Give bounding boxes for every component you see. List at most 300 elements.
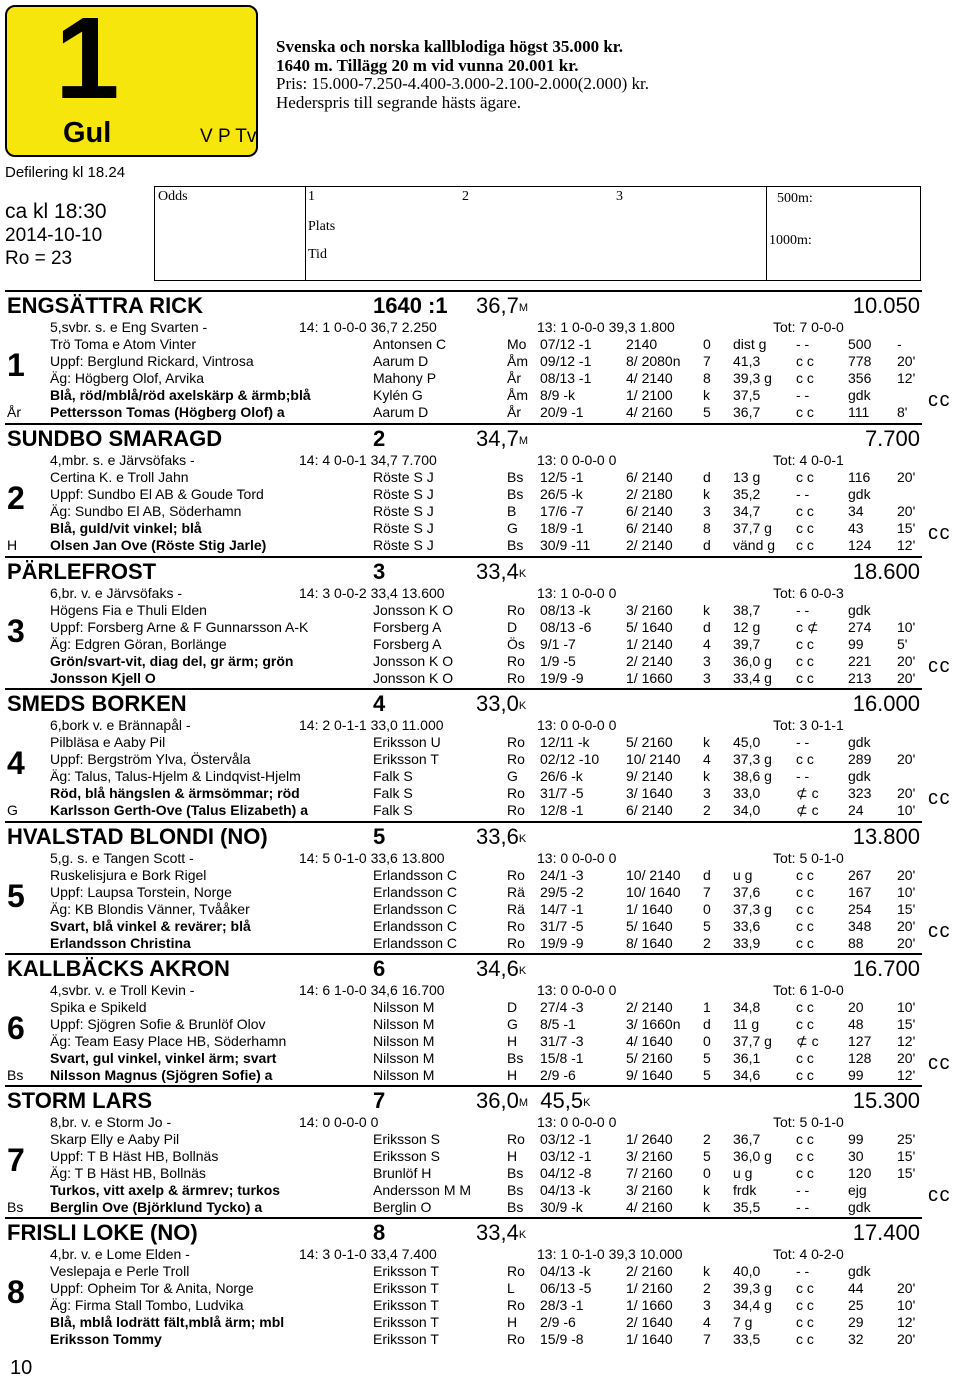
start-cell: Nilsson M	[373, 999, 435, 1015]
info-cell: 14: 0 0-0-0 0	[299, 1114, 379, 1130]
horse-distance: 1640 :1	[373, 293, 448, 318]
start-cell: - -	[796, 734, 810, 750]
start-row	[0, 999, 960, 1016]
horse-shoe: Bs	[7, 1199, 24, 1215]
start-cell: 20'	[897, 670, 916, 686]
start-cell: 7	[703, 884, 711, 900]
start-cell: 20'	[897, 1331, 916, 1347]
horse-info-row	[0, 585, 960, 602]
start-cell: Eriksson T	[373, 1263, 439, 1279]
start-cell: 8/5 -1	[540, 1016, 576, 1032]
start-cell: ejg	[848, 1182, 867, 1198]
start-row	[0, 802, 960, 819]
horse-detail: Pilbläsa e Aaby Pil	[50, 734, 166, 750]
start-row	[0, 768, 960, 785]
start-row	[0, 1314, 960, 1331]
start-cell: 39,3 g	[733, 370, 772, 386]
horse-start-number: 8	[7, 1274, 25, 1310]
start-cell: 213	[848, 670, 872, 686]
start-cell: 99	[848, 636, 864, 652]
start-cell: 7	[703, 1331, 711, 1347]
start-cell: 44	[848, 1280, 864, 1296]
start-cell: 19/9 -9	[540, 670, 584, 686]
start-cell: 8'	[897, 404, 908, 420]
start-cell: 9/ 2140	[626, 768, 673, 784]
record-type: M	[518, 1097, 528, 1109]
horse-record	[476, 956, 526, 982]
start-cell: 120	[848, 1165, 872, 1181]
start-cell: 04/12 -8	[540, 1165, 592, 1181]
start-cell: c c	[796, 1148, 814, 1164]
start-cell: 10'	[897, 999, 916, 1015]
horse-entry	[0, 1220, 960, 1352]
start-cell: 2/ 2140	[626, 999, 673, 1015]
start-cell: d	[703, 537, 711, 553]
horse-detail: Uppf: Opheim Tor & Anita, Norge	[50, 1280, 254, 1296]
start-cell: ⊄ c	[796, 785, 819, 801]
start-cell: 15'	[897, 1165, 916, 1181]
start-row	[0, 636, 960, 653]
start-cell: 12'	[897, 1033, 916, 1049]
info-cell: Tot: 7 0-0-0	[773, 319, 844, 335]
start-cell: 11 g	[733, 1016, 760, 1032]
start-cell: 24	[848, 802, 864, 818]
start-cell: 33,5	[733, 1331, 761, 1347]
horse-detail: Pettersson Tomas (Högberg Olof) a	[50, 404, 285, 420]
horse-entry	[0, 1088, 960, 1220]
horse-detail: Äg: KB Blondis Vänner, Tvååker	[50, 901, 250, 917]
start-cell: k	[703, 768, 710, 784]
start-cell: Bs	[507, 486, 524, 502]
start-row	[0, 353, 960, 370]
start-cell: 10/ 2140	[626, 867, 681, 883]
start-cell: gdk	[848, 734, 871, 750]
start-cell: c c	[796, 670, 814, 686]
start-cell: - -	[796, 1199, 810, 1215]
start-cell: c c	[796, 404, 814, 420]
start-cell: 20	[848, 999, 864, 1015]
start-row	[0, 1131, 960, 1148]
start-cell: - -	[796, 1182, 810, 1198]
start-cell: 35,2	[733, 486, 761, 502]
start-cell: 26/5 -k	[540, 486, 583, 502]
shoe-indicator: c c	[928, 1052, 948, 1074]
start-cell: 03/12 -1	[540, 1131, 592, 1147]
start-cell: k	[703, 602, 710, 618]
start-cell: c c	[796, 935, 814, 951]
start-cell: H	[507, 1148, 518, 1164]
start-cell: d	[703, 469, 711, 485]
start-cell: 29/5 -2	[540, 884, 584, 900]
start-cell: 40,0	[733, 1263, 761, 1279]
start-cell: 2/9 -6	[540, 1067, 576, 1083]
horse-detail: Uppf: Laupsa Torstein, Norge	[50, 884, 232, 900]
start-cell: Ro	[507, 1263, 525, 1279]
horse-name: KALLBÄCKS AKRON	[7, 956, 230, 981]
start-cell: 1/ 1640	[626, 1331, 673, 1347]
start-cell: Berglin O	[373, 1199, 432, 1215]
start-cell: 9/ 1640	[626, 1067, 673, 1083]
info-cell: 13: 0 0-0-0 0	[537, 452, 617, 468]
start-cell: 2/ 2140	[626, 537, 673, 553]
race-conditions	[276, 38, 649, 112]
start-cell: 36,7	[733, 404, 761, 420]
start-row	[0, 602, 960, 619]
horse-separator	[5, 556, 922, 558]
start-cell: 39,7	[733, 636, 761, 652]
start-cell: 20'	[897, 751, 916, 767]
start-cell: d	[703, 619, 711, 635]
odds-box	[154, 186, 921, 281]
start-cell: vänd g	[733, 537, 776, 553]
start-cell: -	[897, 336, 902, 352]
start-cell: 2	[703, 802, 711, 818]
start-cell: 10/ 2140	[626, 751, 681, 767]
start-row	[0, 901, 960, 918]
horse-start-number: 6	[7, 1010, 25, 1046]
start-cell: 20'	[897, 353, 916, 369]
start-cell: Eriksson T	[373, 1331, 439, 1347]
start-cell: ⊄ c	[796, 1033, 819, 1049]
start-cell: Eriksson T	[373, 1297, 439, 1313]
start-cell: 30/9 -11	[540, 537, 591, 553]
start-cell: G	[507, 768, 518, 784]
start-row	[0, 935, 960, 952]
start-cell: Röste S J	[373, 469, 434, 485]
info-cell: Tot: 6 1-0-0	[773, 982, 844, 998]
horse-name: FRISLI LOKE (NO)	[7, 1220, 198, 1245]
start-cell: 26/6 -k	[540, 768, 583, 784]
info-cell: Tot: 4 0-2-0	[773, 1246, 844, 1262]
start-cell: 20'	[897, 785, 916, 801]
start-cell: - -	[796, 387, 810, 403]
record-type: M	[518, 302, 528, 314]
horse-detail: Svart, gul vinkel, vinkel ärm; svart	[50, 1050, 277, 1066]
horse-entry	[0, 824, 960, 956]
info-cell: 6,bork v. e Brännapål -	[50, 717, 191, 733]
start-cell: 0	[703, 901, 711, 917]
shoe-indicator: c c	[928, 655, 948, 677]
start-cell: Bs	[507, 537, 524, 553]
start-cell: 08/13 -k	[540, 602, 591, 618]
horse-info-row	[0, 850, 960, 867]
start-cell: 1/ 2100	[626, 387, 673, 403]
start-row	[0, 1331, 960, 1348]
horse-start-number: 4	[7, 745, 25, 781]
start-row	[0, 1148, 960, 1165]
start-cell: 5/ 1640	[626, 918, 673, 934]
start-cell: 14/7 -1	[540, 901, 584, 917]
start-row	[0, 734, 960, 751]
col3-label: 3	[616, 189, 623, 204]
start-cell: Ro	[507, 653, 525, 669]
start-cell: 500	[848, 336, 872, 352]
start-row	[0, 1263, 960, 1280]
start-cell: k	[703, 387, 710, 403]
info-cell: 14: 2 0-1-1 33,0 11.000	[299, 717, 444, 733]
start-cell: H	[507, 1314, 518, 1330]
start-cell: - -	[796, 602, 810, 618]
horse-detail: Uppf: Forsberg Arne & F Gunnarsson A-K	[50, 619, 309, 635]
horse-detail: Eriksson Tommy	[50, 1331, 162, 1347]
start-cell: 20'	[897, 1050, 916, 1066]
start-cell: Åm	[507, 353, 528, 369]
start-row	[0, 1067, 960, 1084]
start-cell: 5	[703, 1067, 711, 1083]
start-cell: 10'	[897, 1297, 916, 1313]
start-cell: 267	[848, 867, 872, 883]
start-cell: 1/ 2160	[626, 1280, 673, 1296]
start-cell: 323	[848, 785, 872, 801]
start-cell: 8	[703, 370, 711, 386]
record-time: 33,6	[476, 824, 519, 849]
col2-label: 2	[462, 189, 469, 204]
start-cell: 8/ 1640	[626, 935, 673, 951]
record-type: K	[518, 1229, 527, 1241]
record-type: K	[518, 700, 527, 712]
horse-name: STORM LARS	[7, 1088, 153, 1113]
start-cell: H	[507, 1067, 518, 1083]
start-cell: 4	[703, 751, 711, 767]
start-cell: 34,8	[733, 999, 761, 1015]
start-cell: 6/ 2140	[626, 503, 673, 519]
shoe-indicator: c c	[928, 389, 948, 411]
horse-name: ENGSÄTTRA RICK	[7, 293, 203, 318]
start-cell: 12/8 -1	[540, 802, 584, 818]
start-row	[0, 751, 960, 768]
start-cell: 30	[848, 1148, 864, 1164]
start-cell: Ro	[507, 802, 525, 818]
start-cell: - -	[796, 1263, 810, 1279]
info-cell: 8,br. v. e Storm Jo -	[50, 1114, 172, 1130]
start-cell: D	[507, 619, 518, 635]
start-cell: 20'	[897, 469, 916, 485]
horse-name: PÄRLEFROST	[7, 559, 157, 584]
start-cell: d	[703, 867, 711, 883]
start-cell: c c	[796, 469, 814, 485]
start-cell: 31/7 -3	[540, 1033, 584, 1049]
m500-label: 500m:	[777, 191, 813, 206]
start-cell: Eriksson S	[373, 1131, 440, 1147]
start-cell: c c	[796, 636, 814, 652]
start-row	[0, 520, 960, 537]
start-cell: Jonsson K O	[373, 670, 454, 686]
start-row	[0, 404, 960, 421]
info-cell: Tot: 3 0-1-1	[773, 717, 844, 733]
start-cell: Ös	[507, 636, 525, 652]
horse-distance: 5	[373, 824, 386, 849]
start-cell: gdk	[848, 387, 871, 403]
start-time: ca kl 18:30	[5, 200, 107, 223]
start-cell: c ⊄	[796, 619, 819, 635]
start-cell: D	[507, 999, 518, 1015]
start-cell: 289	[848, 751, 872, 767]
start-cell: 06/13 -5	[540, 1280, 592, 1296]
horse-record	[476, 426, 528, 452]
start-cell: Mahony P	[373, 370, 437, 386]
start-cell: 111	[848, 404, 870, 420]
start-cell: c c	[796, 370, 814, 386]
start-cell: Ro	[507, 1331, 525, 1347]
horse-detail: Blå, guld/vit vinkel; blå	[50, 520, 202, 536]
start-cell: c c	[796, 653, 814, 669]
start-cell: 07/12 -1	[540, 336, 592, 352]
start-cell: 4/ 2160	[626, 1199, 673, 1215]
start-cell: Röste S J	[373, 520, 434, 536]
start-row	[0, 1165, 960, 1182]
start-cell: 27/4 -3	[540, 999, 584, 1015]
horse-detail: Uppf: Sundbo El AB & Goude Tord	[50, 486, 264, 502]
record-type: K	[583, 1097, 591, 1109]
race-line: Pris: 15.000-7.250-4.400-3.000-2.100-2.000(2.000) kr.	[276, 74, 650, 93]
start-cell: 02/12 -10	[540, 751, 600, 767]
start-cell: k	[703, 486, 710, 502]
start-cell: Eriksson S	[373, 1148, 440, 1164]
start-cell: 5	[703, 1050, 711, 1066]
start-cell: 15/8 -1	[540, 1050, 584, 1066]
horse-name: SMEDS BORKEN	[7, 691, 187, 716]
horse-info-row	[0, 1114, 960, 1131]
record-type: K	[518, 568, 527, 580]
horse-shoe: G	[7, 802, 18, 818]
start-cell: 31/7 -5	[540, 785, 584, 801]
start-cell: 35,5	[733, 1199, 761, 1215]
horse-separator	[5, 423, 922, 425]
start-cell: 39,3 g	[733, 1280, 772, 1296]
start-cell: Ro	[507, 1297, 525, 1313]
horse-earnings: 16.000	[852, 691, 920, 716]
start-cell: Forsberg A	[373, 636, 442, 652]
start-cell: Nilsson M	[373, 1050, 435, 1066]
start-cell: Nilsson M	[373, 1067, 435, 1083]
start-cell: B	[507, 503, 517, 519]
record-time: 33,4	[476, 1220, 519, 1245]
m1000-label: 1000m:	[769, 233, 812, 248]
start-cell: Eriksson T	[373, 1314, 439, 1330]
start-row	[0, 387, 960, 404]
start-cell: u g	[733, 867, 753, 883]
start-cell: 20'	[897, 653, 916, 669]
start-cell: 20'	[897, 935, 916, 951]
start-cell: c c	[796, 1016, 814, 1032]
start-cell: c c	[796, 1331, 814, 1347]
start-cell: Ro	[507, 670, 525, 686]
start-cell: 3/ 1640	[626, 785, 673, 801]
start-cell: 20/9 -1	[540, 404, 584, 420]
horse-info-row	[0, 319, 960, 336]
start-cell: 1/9 -5	[540, 653, 576, 669]
start-cell: 4/ 1640	[626, 1033, 673, 1049]
horse-start-number: 7	[7, 1142, 25, 1178]
start-cell: dist g	[733, 336, 767, 352]
start-cell: Erlandsson C	[373, 884, 458, 900]
start-row	[0, 1033, 960, 1050]
horse-detail: Äg: Talus, Talus-Hjelm & Lindqvist-Hjelm	[50, 768, 301, 784]
start-cell: 0	[703, 1033, 711, 1049]
horse-detail: Uppf: Berglund Rickard, Vintrosa	[50, 353, 254, 369]
info-cell: 13: 1 0-0-0 0	[537, 585, 617, 601]
start-cell: 34,7	[733, 503, 761, 519]
start-row	[0, 1016, 960, 1033]
start-row	[0, 370, 960, 387]
start-cell: 4/ 2140	[626, 370, 673, 386]
start-cell: 12'	[897, 537, 916, 553]
horse-start-number: 1	[7, 347, 25, 383]
start-cell: 2	[703, 1131, 711, 1147]
start-cell: u g	[733, 1165, 753, 1181]
start-cell: 5	[703, 1148, 711, 1164]
start-cell: 15'	[897, 901, 916, 917]
start-cell: 5'	[897, 636, 908, 652]
start-cell: 41,3	[733, 353, 761, 369]
horse-record	[476, 1220, 526, 1246]
start-cell: 15/9 -8	[540, 1331, 584, 1347]
start-cell: 37,3 g	[733, 751, 772, 767]
start-cell: 10'	[897, 619, 916, 635]
info-cell: 13: 0 0-0-0 0	[537, 1114, 617, 1130]
start-cell: 20'	[897, 1280, 916, 1296]
start-cell: 3	[703, 653, 711, 669]
start-cell: Röste S J	[373, 537, 434, 553]
start-row	[0, 1280, 960, 1297]
start-cell: 8/9 -k	[540, 387, 576, 403]
start-cell: c c	[796, 884, 814, 900]
start-cell: 274	[848, 619, 872, 635]
horse-earnings: 18.600	[852, 559, 920, 584]
start-cell: Erlandsson C	[373, 918, 458, 934]
start-cell: Falk S	[373, 785, 413, 801]
start-cell: 7	[703, 353, 711, 369]
start-cell: 17/6 -7	[540, 503, 584, 519]
bet-types: V P Tv	[200, 126, 257, 147]
start-row	[0, 1297, 960, 1314]
start-cell: 25	[848, 1297, 864, 1313]
record-time: 33,4	[476, 559, 519, 584]
horse-record	[476, 293, 528, 319]
start-cell: 30/9 -k	[540, 1199, 583, 1215]
horse-detail: Blå, mblå lodrätt fält,mblå ärm; mbl	[50, 1314, 285, 1330]
info-cell: 13: 0 0-0-0 0	[537, 717, 617, 733]
horse-start-number: 2	[7, 480, 25, 516]
horse-name: SUNDBO SMARAGD	[7, 426, 223, 451]
horse-separator	[5, 688, 922, 690]
start-cell: k	[703, 1263, 710, 1279]
record-time: 34,7	[476, 426, 519, 451]
start-cell: 09/12 -1	[540, 353, 592, 369]
horse-detail: Trö Toma e Atom Vinter	[50, 336, 197, 352]
start-cell: 3	[703, 1297, 711, 1313]
start-cell: 36,7	[733, 1131, 761, 1147]
start-row	[0, 653, 960, 670]
start-cell: 29	[848, 1314, 864, 1330]
start-cell: 43	[848, 520, 864, 536]
info-cell: 14: 1 0-0-0 36,7 2.250	[299, 319, 437, 335]
horse-earnings: 17.400	[852, 1220, 920, 1245]
start-cell: c c	[796, 999, 814, 1015]
horse-detail: Röd, blå hängslen & ärmsömmar; röd	[50, 785, 300, 801]
start-cell: 10/ 1640	[626, 884, 681, 900]
start-cell: 48	[848, 1016, 864, 1032]
info-cell: 14: 3 0-0-2 33,4 13.600	[299, 585, 445, 601]
start-cell: c c	[796, 751, 814, 767]
start-cell: Falk S	[373, 768, 413, 784]
post-number: 1	[55, 0, 120, 123]
start-cell: Erlandsson C	[373, 935, 458, 951]
start-row	[0, 469, 960, 486]
start-cell: 19/9 -9	[540, 935, 584, 951]
start-cell: 28/3 -1	[540, 1297, 584, 1313]
start-cell: Röste S J	[373, 503, 434, 519]
